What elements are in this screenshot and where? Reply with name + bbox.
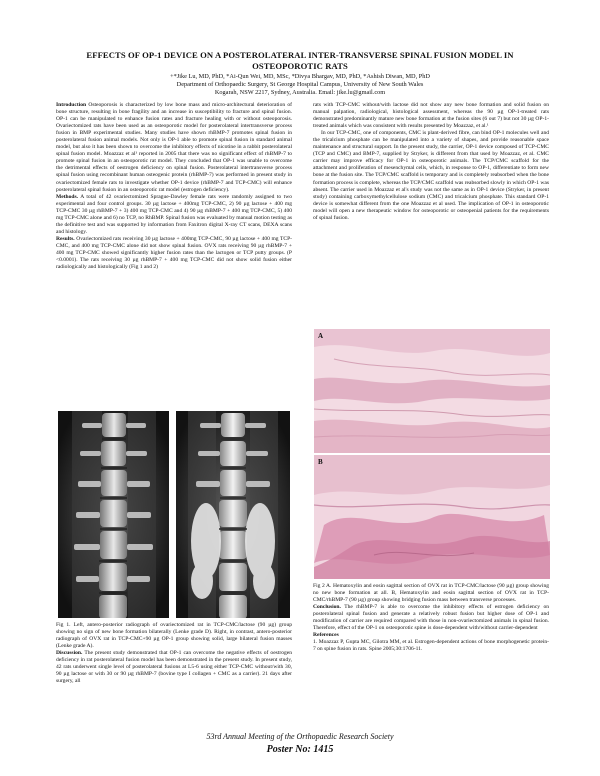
introduction-heading: Introduction: [56, 102, 87, 108]
discussion-paragraph: [56, 650, 292, 685]
figure-2-histology: [314, 329, 550, 579]
figure-1-radiographs: [58, 411, 290, 618]
results-heading: Results.: [56, 235, 75, 242]
conclusion-paragraph: [313, 604, 549, 632]
results-text: Ovariectomized rats receiving 30 µg lactose + 400mg TCP-CMC, 90 µg lactose + 400 mg TCP-CMC, and 400 mg TCP-CMC alone did not show spinal fusion. OVX rats receiving 90 µg rhBMP-7 + 400 mg TCP-CMC showed significantly higher fusion rates than the lactogen or TCP putty groups. (P <0.0001). The rats receiving 30 µg rhBMP-7 + 400 mg TCP-CMC did not show solid fusion either radiologically and histologically (Fig 1 and 2): [56, 235, 292, 271]
histology-panel-b: [314, 455, 550, 579]
introduction-paragraph: [56, 102, 292, 194]
address: Kogarah, NSW 2217, Sydney, Australia. Email: jike.lu@gmail.com: [214, 89, 386, 96]
methods-text: A total of 42 ovariectomized Sprague-Dawley female rats were randomly assigned to two experimental and four control groups. 30 µg lactose + 400mg TCP-CMC, 2) 90 µg lactose + 400 mg TCP-CMC 30 µg rhBMP-7 + 3) 400 mg TCP-CMC and 4) 90 µg rhBMP-7 + 400 mg TCP-CMC, 5) 400 mg TCP-CMC alone and 6) no TCP, no RhBMP. Spinal fusion was evaluated by manual motion testing as the definitive test and was supported by information from Faxitron digital X-ray CT scans, DEXA scans and histology.: [56, 193, 292, 235]
figure-1-caption-block: [56, 622, 292, 685]
right-column: [313, 102, 549, 222]
right-paragraph-1: rats with TCP-CMC without/with lactose did not show any new bone formation and solid fusion on manual palpation, radiological, histological assessment, whereas the 90 µg OP-1-treated rats demonstrated predominantly mature new bone formation at the fusion sites (6 out 7) but not 30 µg OP-1-treated animals which was consistent with results presented by Moazzaz, et al.¹: [313, 102, 549, 130]
radiograph-right-solid-fusion: [176, 411, 290, 618]
poster-number: Poster No: 1415: [266, 744, 334, 755]
discussion-heading: Discussion.: [56, 650, 83, 657]
meeting-name: 53rd Annual Meeting of the Orthopaedic Research Society: [206, 732, 394, 741]
right-paragraph-2: In our TCP-CMC, one of components, CMC is plant-derived fibre, can bind OP-1 molecules well and the tricalcium phosphate can be manipulated into a variety of shapes, and provide reasonable space maintenance and structural support. In the present study, the carrier, OP-1 device composed of TCP-CMC (TCP and CMC) and BMP-7, supplied by Stryker, is different from that used by Moazzaz, et al. CMC carrier may improve efficacy for OP-1 in osteoporotic animals. The TCP/CMC scaffold for the attachment and proliferation of mesenchymal cells, which, in response to OP-1, differentiate to form new bone at the fusion site. The TCP/CMC scaffold is temporary and is completely reabsorbed when the bone formation process is complete, whereas the TCP/CMC scaffold was reabsorbed slowly in which OP-1 was absent. The carrier used in Moazzaz et al's study was not the same as in OP-1 device (Stryker, in present study) containing carboxymethylcellulose sodium (CMC) and tricalcium phosphate. This standard OP-1 device is somewhat different from the one Moazzaz et al used. The implication of OP-1 in osteoporotic model will open a new therapeutic window for osteoporotic or osteopenial patients for the requirements of spinal fusion.: [313, 130, 549, 221]
poster-footer: [0, 732, 600, 756]
figure-2-label-b: B: [318, 458, 323, 466]
introduction-text: Osteoporosis is characterized by low bone mass and micro-architectural deterioration of bone structure, resulting in bone fragility and an increase in susceptibility to fracture and spinal fusion. OP-1 can be manipulated to enhance fusion rates and fracture healing with or without osteoporosis. Ovariectomized rats have been used as an osteoporotic model for posterolateral intertransverse process fusion in BMP experimental studies. Many studies have shown rhBMP-7 promotes spinal fusion in posterolateral fusion animal models. Not only is OP-1 able to promote spinal fusion in standard animal model, but also it has been shown to overcome the inhibitory effects of nicotine in a rabbit posterolateral spinal fusion model. Moazzaz et al¹ reported in 2005 that there was no significant effect of rhBMP-7 to promote spinal fusion in an osteoporotic rat model. They concluded that OP-1 was unable to overcome the detrimental effects of oestrogen deficiency on spinal fusion. Posterolateral intertransverse process spinal fusion using recombinant human osteogenic protein (rhBMP-7) was performed in present study in ovariectomized female rats to investigate whether OP-1 device (rhBMP-7 and TCP-CMC) will enhance posterolateral spinal fusion in an osteoporotic rat model (estrogen deficiency).: [56, 102, 292, 193]
radiograph-left-no-fusion: [58, 411, 169, 618]
title-line-1: EFFECTS OF OP-1 DEVICE ON A POSTEROLATERAL INTER-TRANSVERSE SPINAL FUSION MODEL IN: [86, 50, 514, 60]
left-column: [56, 102, 292, 271]
figure-2-label-a: A: [318, 332, 324, 340]
references-heading: References: [313, 632, 339, 639]
paper-title: [30, 50, 570, 72]
methods-paragraph: [56, 194, 292, 236]
figure-2-caption: Fig 2 A. Hematoxylin and eosin sagittal section of OVX rat in TCP-CMC/lactose (90 µg) group showing no new bone formation at all. B, Hematoxylin and eosin sagittal section of OVX rat in TCP-CMC/rhBMP-7 (90 µg) group showing bridging fusion mass between transverse processes.: [313, 583, 549, 604]
results-paragraph: [56, 236, 292, 271]
author-list: +*Jike Lu, MD, PhD, *Ai-Qun Wei, MD, MSc, *Divya Bhargav, MD, PhD, *Ashish Diwan, MD, PhD: [170, 73, 430, 80]
reference-1: 1. Moazzaz P, Gupta MC, Gilotra MM, et al. Estrogen-dependent actions of bone morphogenetic protein-7 on spine fusion in rats. Spine 2005;30:1706-11.: [313, 639, 549, 653]
figure-1-caption: Fig 1. Left, antero-posterior radiograph of ovariectomized rat in TCP-CMC/lactose (90 µg) group showing no sign of new bone formation bilaterally (Lenke grade D). Right, in contrast, antero-posterior radiograph of OVX rat in TCP-CMC+90 µg OP-1 group showing solid, large bilateral fusion masses (Lenke grade A).: [56, 622, 292, 650]
methods-heading: Methods.: [56, 193, 79, 200]
title-line-2: OSTEOPOROTIC RATS: [252, 61, 348, 71]
author-block: [30, 73, 570, 97]
figure-2-caption-block: [313, 583, 549, 653]
conclusion-heading: Conclusion.: [313, 604, 341, 611]
affiliation: Department of Orthopaedic Surgery, St George Hospital Campus, University of New South Wales: [176, 81, 424, 88]
discussion-text: The present study demonstrated that OP-1 can overcome the negative effects of oestrogen deficiency in rat posterolateral fusion model has been demonstrated in the present study. In present study, 42 rats underwent single level of posterolateral fusions at L5-6 using either TCP-CMC without/with 30, 90 µg lactose or with 30 or 90 µg rhBMP-7 (bovine type I collagen + CMC as a carrier). 21 days after surgery, all: [56, 650, 292, 685]
histology-panel-a: [314, 329, 550, 453]
conclusion-text: The rhBMP-7 is able to overcome the inhibitory effects of estrogen deficiency on posterolateral spinal fusion and generate a relatively robust fusion but higher dose of OP-1 and modification of carrier are required compared with those in non-ovariectomized animals in spinal fusion. Therefore, effect of the OP-1 on osteoporotic spine is dose-dependent with/without carrier-dependent: [313, 604, 549, 632]
